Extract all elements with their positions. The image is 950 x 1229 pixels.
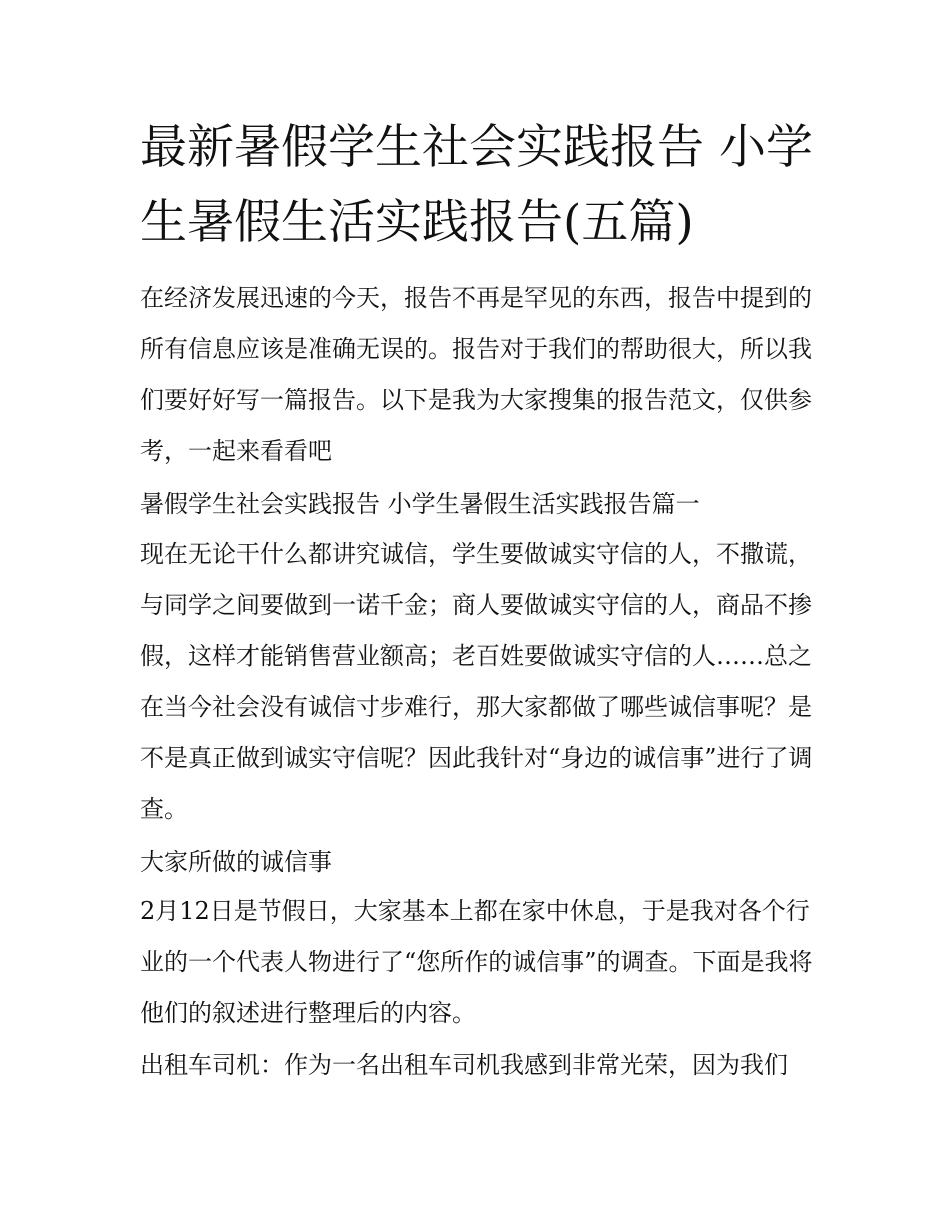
document-title: 最新暑假学生社会实践报告 小学生暑假生活实践报告(五篇) [140, 120, 813, 250]
body-paragraph: 出租车司机：作为一名出租车司机我感到非常光荣，因为我们 [140, 1051, 788, 1079]
body-paragraph: 2月12日是节假日，大家基本上都在家中休息，于是我对各个行业的一个代表人物进行了“您所作的诚信事”的调查。下面是我将他们的叙述进行整理后的内容。 [140, 897, 813, 1027]
intro-paragraph: 在经济发展迅速的今天，报告不再是罕见的东西，报告中提到的所有信息应该是准确无误的。报告对于我们的帮助很大，所以我们要好好写一篇报告。以下是我为大家搜集的报告范文，仅供参考，一起来看看吧 [140, 284, 812, 465]
subheading: 大家所做的诚信事 [140, 848, 332, 876]
body-paragraph: 现在无论干什么都讲究诚信，学生要做诚实守信的人，不撒谎，与同学之间要做到一诺千金；商人要做诚实守信的人，商品不掺假，这样才能销售营业额高；老百姓要做诚实守信的人……总之在当今社会没有诚信寸步难行，那大家都做了哪些诚信事呢？是不是真正做到诚实守信呢？因此我针对“身边的诚信事”进行了调查。 [140, 540, 813, 823]
section-heading: 暑假学生社会实践报告 小学生暑假生活实践报告篇一 [140, 490, 700, 518]
